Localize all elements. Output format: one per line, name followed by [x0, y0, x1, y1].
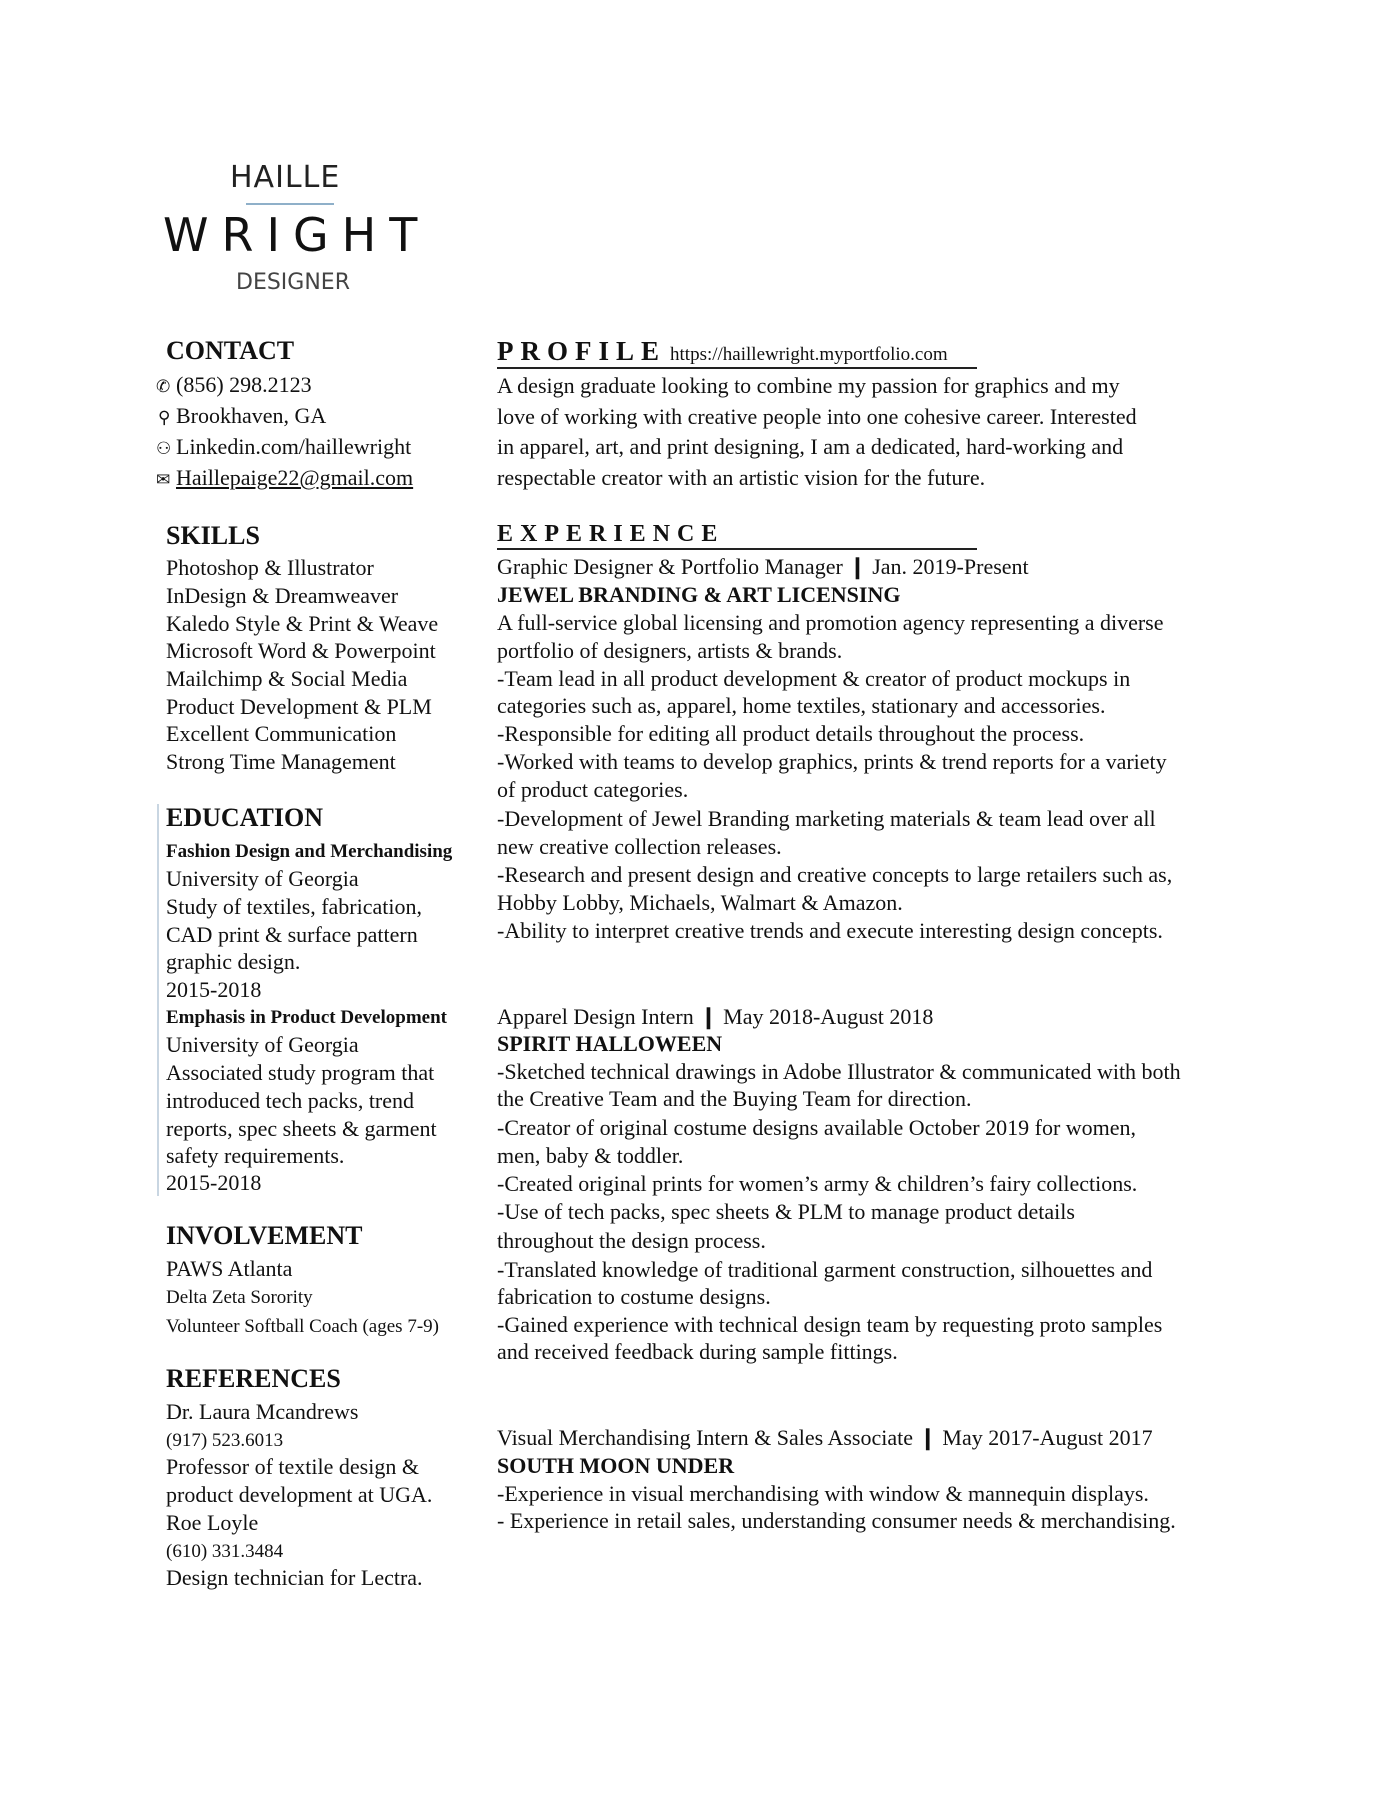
linkedin-text[interactable]: Linkedin.com/haillewright — [176, 434, 412, 459]
education-desc-line: Study of textiles, fabrication, — [166, 894, 422, 919]
reference-desc: Design technician for Lectra. — [166, 1565, 423, 1590]
job-1-line: portfolio of designers, artists & brands. — [497, 638, 843, 663]
skill-item: Strong Time Management — [166, 749, 396, 774]
references-heading: REFERENCES — [166, 1364, 341, 1393]
education-desc-line: graphic design. — [166, 949, 301, 974]
job-2-line: -Translated knowledge of traditional garment construction, silhouettes and — [497, 1257, 1153, 1282]
job-1-line: new creative collection releases. — [497, 834, 782, 859]
job-2-line: -Use of tech packs, spec sheets & PLM to manage product details — [497, 1199, 1075, 1224]
contact-email — [156, 464, 413, 494]
skill-item: Photoshop & Illustrator — [166, 555, 374, 580]
skill-item: InDesign & Dreamweaver — [166, 583, 399, 608]
education-desc-line: introduced tech packs, trend — [166, 1088, 415, 1113]
job-2-line: -Gained experience with technical design team by requesting proto samples — [497, 1312, 1163, 1337]
job-1-line: -Development of Jewel Branding marketing materials & team lead over all — [497, 806, 1156, 831]
job-2-line: men, baby & toddler. — [497, 1143, 684, 1168]
job-2-line: throughout the design process. — [497, 1228, 766, 1253]
job-3-company: SOUTH MOON UNDER — [497, 1453, 735, 1478]
education-desc-line: Associated study program that — [166, 1060, 435, 1085]
experience-rule — [497, 548, 977, 550]
education-heading: EDUCATION — [166, 803, 323, 832]
school-1: University of Georgia — [166, 866, 359, 891]
job-title: DESIGNER — [236, 270, 350, 295]
school-2: University of Georgia — [166, 1032, 359, 1057]
separator-bar: ❙ — [848, 554, 867, 579]
job-3-dates: May 2017-August 2017 — [942, 1425, 1153, 1450]
email-link[interactable]: Haillepaige22@gmail.com — [176, 465, 414, 490]
portfolio-link[interactable]: https://haillewright.myportfolio.com — [670, 344, 948, 365]
location-text: Brookhaven, GA — [176, 403, 327, 428]
degree-1: Fashion Design and Merchandising — [166, 841, 453, 862]
education-desc-line: CAD print & surface pattern — [166, 922, 418, 947]
degree-2: Emphasis in Product Development — [166, 1007, 447, 1028]
skill-item: Kaledo Style & Print & Weave — [166, 611, 439, 636]
education-desc-line: reports, spec sheets & garment — [166, 1116, 437, 1141]
skills-heading: SKILLS — [166, 521, 260, 550]
job-2-company: SPIRIT HALLOWEEN — [497, 1031, 723, 1056]
involvement-item: Delta Zeta Sorority — [166, 1287, 313, 1308]
job-1-line: -Ability to interpret creative trends and execute interesting design concepts. — [497, 918, 1163, 943]
location-pin-icon: ⚲ — [158, 408, 171, 428]
years-1: 2015-2018 — [166, 977, 262, 1002]
name-divider — [246, 203, 334, 205]
mail-icon: ✉ — [156, 470, 171, 490]
job-1-line: -Research and present design and creative concepts to large retailers such as, — [497, 862, 1173, 887]
profile-heading-row — [497, 336, 948, 367]
job-1-line: categories such as, apparel, home textiles, stationary and accessories. — [497, 693, 1106, 718]
job-1-line: -Team lead in all product development & creator of product mockups in — [497, 666, 1131, 691]
profile-line: in apparel, art, and print designing, I am a dedicated, hard-working and — [497, 434, 1124, 459]
profile-line: respectable creator with an artistic vision for the future. — [497, 465, 986, 490]
reference-phone: (917) 523.6013 — [166, 1430, 284, 1451]
job-2-line: fabrication to costume designs. — [497, 1284, 771, 1309]
job-3-line: - Experience in retail sales, understanding consumer needs & merchandising. — [497, 1508, 1176, 1533]
reference-name: Roe Loyle — [166, 1510, 259, 1535]
job-3-role-line — [497, 1424, 1153, 1451]
profile-line: A design graduate looking to combine my passion for graphics and my — [497, 373, 1120, 398]
job-1-line: A full-service global licensing and promotion agency representing a diverse — [497, 610, 1164, 635]
skill-item: Excellent Communication — [166, 721, 397, 746]
contact-heading: CONTACT — [166, 336, 295, 365]
involvement-item: PAWS Atlanta — [166, 1256, 293, 1281]
job-2-dates: May 2018-August 2018 — [723, 1004, 934, 1029]
job-1-role: Graphic Designer & Portfolio Manager — [497, 554, 843, 579]
job-1-line: Hobby Lobby, Michaels, Walmart & Amazon. — [497, 890, 903, 915]
job-1-line: -Responsible for editing all product details throughout the process. — [497, 721, 1085, 746]
contact-phone — [156, 371, 312, 401]
job-1-role-line — [497, 553, 1029, 580]
job-2-line: the Creative Team and the Buying Team for direction. — [497, 1086, 972, 1111]
job-1-line: of product categories. — [497, 777, 689, 802]
skill-item: Mailchimp & Social Media — [166, 666, 408, 691]
job-2-role: Apparel Design Intern — [497, 1004, 694, 1029]
people-icon: ⚇ — [156, 439, 172, 459]
contact-linkedin — [156, 433, 411, 463]
phone-text: (856) 298.2123 — [176, 372, 312, 397]
last-name: WRIGHT — [163, 208, 431, 262]
profile-line: love of working with creative people into one cohesive career. Interested — [497, 404, 1137, 429]
reference-name: Dr. Laura Mcandrews — [166, 1399, 359, 1424]
job-3-role: Visual Merchandising Intern & Sales Associate — [497, 1425, 913, 1450]
skill-item: Microsoft Word & Powerpoint — [166, 638, 436, 663]
contact-location — [158, 402, 326, 432]
skill-item: Product Development & PLM — [166, 694, 432, 719]
education-desc-line: safety requirements. — [166, 1143, 345, 1168]
phone-icon: ✆ — [156, 377, 171, 397]
experience-heading: EXPERIENCE — [497, 521, 725, 547]
job-1-company: JEWEL BRANDING & ART LICENSING — [497, 582, 901, 607]
job-2-role-line — [497, 1003, 933, 1030]
first-name: HAILLE — [230, 160, 341, 195]
job-1-dates: Jan. 2019-Present — [872, 554, 1029, 579]
profile-rule — [497, 367, 977, 369]
profile-heading: PROFILE — [497, 336, 667, 366]
education-side-rule — [157, 804, 159, 1196]
reference-desc: Professor of textile design & — [166, 1454, 419, 1479]
years-2: 2015-2018 — [166, 1170, 262, 1195]
job-2-line: -Sketched technical drawings in Adobe Illustrator & communicated with both — [497, 1059, 1181, 1084]
involvement-item: Volunteer Softball Coach (ages 7-9) — [166, 1316, 439, 1337]
reference-phone: (610) 331.3484 — [166, 1541, 284, 1562]
job-1-line: -Worked with teams to develop graphics, prints & trend reports for a variety — [497, 749, 1167, 774]
job-2-line: and received feedback during sample fittings. — [497, 1339, 898, 1364]
separator-bar: ❙ — [918, 1425, 937, 1450]
job-2-line: -Created original prints for women’s army & children’s fairy collections. — [497, 1171, 1138, 1196]
job-2-line: -Creator of original costume designs available October 2019 for women, — [497, 1115, 1137, 1140]
involvement-heading: INVOLVEMENT — [166, 1221, 363, 1250]
job-3-line: -Experience in visual merchandising with window & mannequin displays. — [497, 1481, 1149, 1506]
reference-desc: product development at UGA. — [166, 1482, 433, 1507]
separator-bar: ❙ — [699, 1004, 718, 1029]
